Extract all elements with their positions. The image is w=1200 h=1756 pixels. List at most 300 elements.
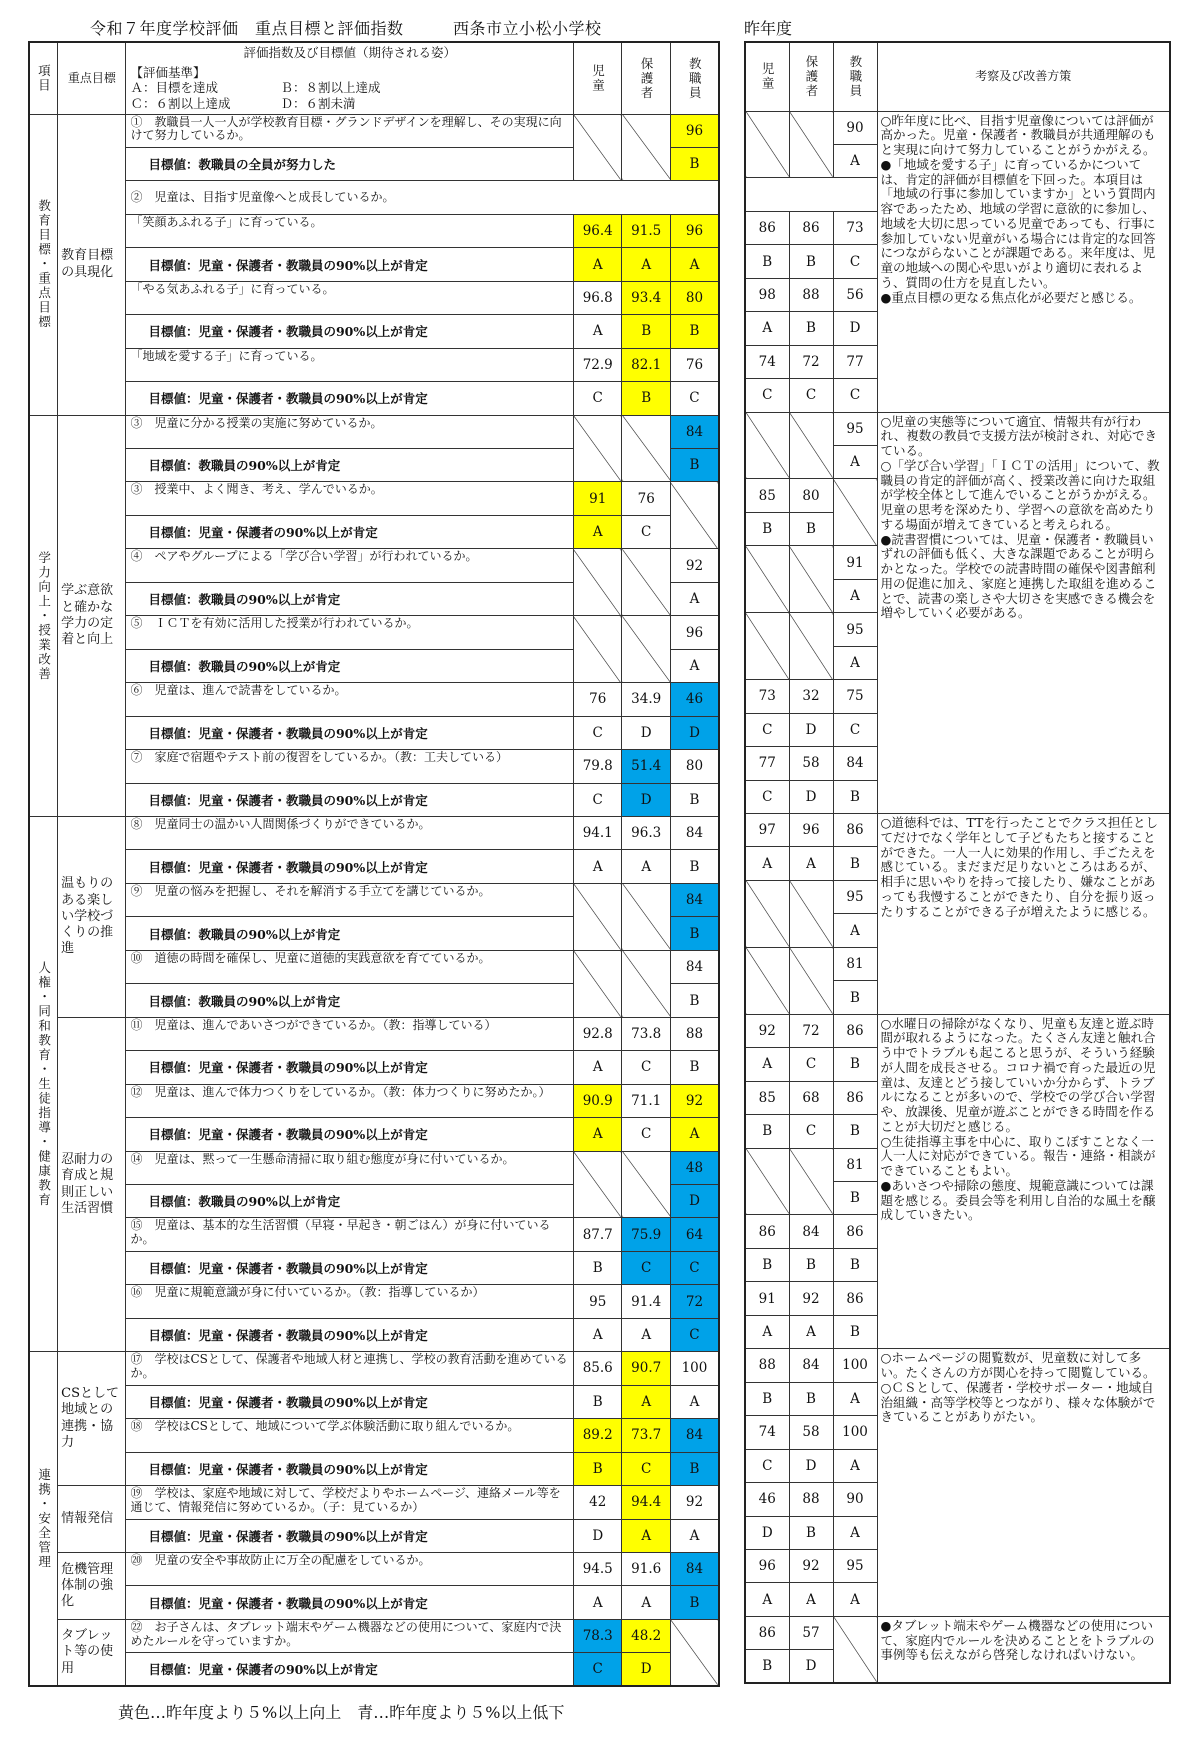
remark-text: ●重点目標の更なる焦点化が必要だと感じる。 — [880, 289, 1142, 305]
grade-cell: C — [573, 382, 621, 415]
table-row — [29, 281, 719, 314]
prev-grade-cell: A — [833, 1382, 877, 1415]
grade-cell: A — [622, 1586, 670, 1619]
prev-grade-cell: B — [789, 245, 833, 278]
prev-score-cell: 96 — [789, 814, 833, 847]
indicator-text: ⑫ 児童は、進んで体力つくりをしているか。（教：体力つくりに努めたか。） — [126, 1084, 574, 1117]
indicator-text: 「笑顔あふれる子」に育っている。 — [126, 214, 574, 247]
indicator-text: ⑧ 児童同士の温かい人間関係づくりができているか。 — [126, 817, 574, 850]
target-text: 目標値：児童・保護者・教職員の90%以上が肯定 — [126, 1452, 574, 1485]
criteria-title: 【評価基準】 — [130, 64, 206, 80]
prev-score-cell: 88 — [789, 1483, 833, 1516]
score-cell: 48.2 — [622, 1619, 670, 1652]
prev-score-cell: 57 — [789, 1616, 833, 1649]
prev-score-cell: 95 — [833, 1549, 877, 1582]
target-text: 目標値：児童・保護者・教職員の90%以上が肯定 — [126, 1519, 574, 1552]
prev-grade-cell: B — [745, 1115, 789, 1148]
score-cell: 75.9 — [622, 1218, 670, 1251]
col-remarks-header: 考察及び改善方策 — [877, 42, 1170, 111]
page-title: 令和７年度学校評価 重点目標と評価指数 西条市立小松小学校 — [90, 19, 602, 38]
score-cell: 71.1 — [622, 1084, 670, 1117]
prev-col-staff-label: 教職員 — [847, 55, 863, 99]
grade-cell: A — [622, 248, 670, 281]
prev-na-cell — [789, 880, 833, 947]
prev-grade-cell: C — [789, 379, 833, 412]
prev-year-table — [744, 41, 1171, 1684]
na-cell — [573, 415, 621, 482]
target-text: 目標値：児童・保護者・教職員の90%以上が肯定 — [126, 716, 574, 749]
section-label: 連携・安全管理 — [36, 1468, 52, 1570]
indicator-text: ① 教職員一人一人が学校教育目標・グランドデザインを理解し、その実現に向けて努力しているか。 — [126, 114, 574, 147]
prev-grade-cell: C — [833, 713, 877, 746]
col-indicator-header — [126, 42, 574, 114]
prev-score-cell: 73 — [745, 680, 789, 713]
table-row — [29, 415, 719, 448]
col-staff-label: 教職員 — [687, 56, 703, 100]
prev-col-staff-header — [833, 42, 877, 111]
table-row — [29, 181, 719, 214]
table-row — [29, 616, 719, 649]
remark-text: ●「地域を愛する子」に育っているかについては、肯定的評価が目標値を下回った。本項目は「地域の行事に参加していますか」という質問内容であったため、地域の学習に意欲的に参加し、地域を大切に思っている児童であっても、行事に参加していない児童がいる場合には肯定的な回答につながらないことが課題である。来年度は、児童の地域への関心や思いがより適切に表れるよう、質問の仕方を見直したい。 — [880, 156, 1156, 290]
grade-cell: D — [670, 716, 719, 749]
table-row — [29, 783, 719, 816]
prev-score-cell: 90 — [833, 111, 877, 144]
score-cell: 96.4 — [573, 214, 621, 247]
prev-grade-cell: A — [833, 646, 877, 679]
grade-cell: A — [573, 1118, 621, 1151]
col-child-header — [573, 42, 621, 114]
goal-cell: 学ぶ意欲と確かな学力の定着と向上 — [58, 415, 126, 816]
grade-cell: C — [622, 1251, 670, 1284]
score-cell: 91.4 — [622, 1285, 670, 1318]
prev-score-cell: 98 — [745, 278, 789, 311]
na-cell — [622, 1151, 670, 1218]
prev-score-cell: 91 — [745, 1282, 789, 1315]
remarks-cell — [877, 1349, 1170, 1617]
prev-empty-cell — [833, 178, 877, 211]
prev-score-cell: 81 — [833, 1148, 877, 1181]
grade-cell: A — [670, 248, 719, 281]
grade-cell: A — [670, 582, 719, 615]
score-cell: 84 — [670, 1419, 719, 1452]
prev-grade-cell: B — [745, 245, 789, 278]
table-row — [29, 382, 719, 415]
grade-cell: D — [670, 1185, 719, 1218]
table-row — [29, 1051, 719, 1084]
prev-grade-cell: A — [789, 1583, 833, 1616]
target-text: 目標値：児童・保護者・教職員の90%以上が肯定 — [126, 1118, 574, 1151]
target-text: 目標値：児童・保護者・教職員の90%以上が肯定 — [126, 783, 574, 816]
prev-na-cell — [789, 546, 833, 613]
prev-table-row — [745, 1616, 1170, 1649]
prev-col-child-label: 児童 — [760, 62, 776, 92]
score-cell: 46 — [670, 683, 719, 716]
prev-na-cell — [745, 613, 789, 680]
prev-na-cell — [745, 947, 789, 1014]
remark-text: ●読書習慣については、児童・保護者・教職員いずれの評価も低く、大きな課題であることが明らかとなった。学校での読書時間の確保や図書館利用の促進に加え、家庭と連携した取組を進めることで、読書の楽しさや大切さを実感できる機会を増やしていく必要がある。 — [880, 531, 1157, 621]
target-text: 目標値：児童・保護者・教職員の90%以上が肯定 — [126, 1251, 574, 1284]
remarks-cell — [877, 111, 1170, 412]
goal-cell: 温もりのある楽しい学校づくりの推進 — [58, 817, 126, 1018]
target-text: 目標値：児童・保護者・教職員の90%以上が肯定 — [126, 1318, 574, 1351]
prev-grade-cell: D — [789, 1449, 833, 1482]
prev-score-cell: 95 — [833, 412, 877, 445]
prev-grade-cell: A — [745, 1583, 789, 1616]
score-cell: 72 — [670, 1285, 719, 1318]
grade-cell: A — [573, 515, 621, 548]
grade-cell: A — [670, 1519, 719, 1552]
prev-score-cell: 95 — [833, 880, 877, 913]
prev-table-row — [745, 412, 1170, 445]
prev-grade-cell: B — [833, 780, 877, 813]
prev-score-cell: 86 — [833, 1014, 877, 1047]
prev-grade-cell: B — [789, 1248, 833, 1281]
prev-grade-cell: B — [789, 1382, 833, 1415]
score-cell: 91.5 — [622, 214, 670, 247]
prev-table-row — [745, 111, 1170, 144]
table-row — [29, 1151, 719, 1184]
score-cell: 93.4 — [622, 281, 670, 314]
grade-cell: C — [622, 1452, 670, 1485]
score-cell: 42 — [573, 1486, 621, 1519]
grade-cell: B — [670, 449, 719, 482]
score-cell: 89.2 — [573, 1419, 621, 1452]
grade-cell: B — [573, 1251, 621, 1284]
prev-grade-cell: A — [789, 1315, 833, 1348]
prev-grade-cell: A — [833, 914, 877, 947]
prev-score-cell: 95 — [833, 613, 877, 646]
score-cell: 94.5 — [573, 1552, 621, 1585]
score-cell: 76 — [670, 348, 719, 381]
prev-year-heading: 昨年度 — [744, 19, 793, 38]
prev-grade-cell: D — [789, 1650, 833, 1683]
score-cell: 51.4 — [622, 750, 670, 783]
score-cell: 92.8 — [573, 1017, 621, 1050]
prev-grade-cell: B — [833, 1315, 877, 1348]
score-cell: 80 — [670, 281, 719, 314]
grade-cell: D — [622, 783, 670, 816]
prev-score-cell: 32 — [789, 680, 833, 713]
indicator-text: ⑳ 児童の安全や事故防止に万全の配慮をしているか。 — [126, 1552, 574, 1585]
score-cell: 34.9 — [622, 683, 670, 716]
prev-grade-cell: D — [745, 1516, 789, 1549]
table-row — [29, 950, 719, 983]
grade-cell: C — [573, 716, 621, 749]
grade-cell: C — [573, 783, 621, 816]
prev-score-cell: 72 — [789, 345, 833, 378]
grade-cell: A — [573, 1586, 621, 1619]
remarks-cell — [877, 1014, 1170, 1349]
target-text: 目標値：児童・保護者・教職員の90%以上が肯定 — [126, 1586, 574, 1619]
grade-cell: C — [573, 1653, 621, 1686]
grade-cell: B — [670, 850, 719, 883]
prev-score-cell: 74 — [745, 1416, 789, 1449]
score-cell: 92 — [670, 549, 719, 582]
score-cell: 84 — [670, 415, 719, 448]
prev-grade-cell: D — [789, 780, 833, 813]
table-row — [29, 1486, 719, 1519]
score-cell: 73.8 — [622, 1017, 670, 1050]
table-row — [29, 315, 719, 348]
prev-grade-cell: C — [745, 379, 789, 412]
prev-grade-cell: A — [833, 446, 877, 479]
prev-score-cell: 92 — [789, 1282, 833, 1315]
prev-score-cell: 80 — [789, 479, 833, 512]
remark-text: ○水曜日の掃除がなくなり、児童も友達と遊ぶ時間が取れるようになった。たくさん友達と触れ合う中でトラブルも起こると思うが、そういう経験が人間を成長させる。コロナ禍で育った最近の児童は、友達とどう接していいか分からず、トラブルになることが多いので、学校での学び合い学習や、放課後、児童が遊ぶことができる時間を作ることが大切だと感じる。 — [880, 1015, 1156, 1134]
score-cell: 79.8 — [573, 750, 621, 783]
goal-cell: 忍耐力の育成と規則正しい生活習慣 — [58, 1017, 126, 1352]
indicator-text: ⑤ ＩＣＴを有効に活用した授業が行われているか。 — [126, 616, 574, 649]
prev-na-cell — [789, 947, 833, 1014]
goal-cell: CSとして地域との連携・協力 — [58, 1352, 126, 1486]
prev-score-cell: 86 — [745, 1616, 789, 1649]
prev-grade-cell: C — [833, 379, 877, 412]
grade-cell: B — [670, 315, 719, 348]
score-cell: 96.3 — [622, 817, 670, 850]
score-cell: 73.7 — [622, 1419, 670, 1452]
prev-grade-cell: A — [745, 1048, 789, 1081]
grade-cell: A — [573, 315, 621, 348]
score-cell: 100 — [670, 1352, 719, 1385]
table-row — [29, 1385, 719, 1418]
target-text: 目標値：教職員の90%以上が肯定 — [126, 449, 574, 482]
prev-grade-cell: A — [789, 847, 833, 880]
col-item-label: 項目 — [36, 63, 52, 93]
remark-text: ●あいさつや掃除の態度、規範意識については課題を感じる。委員会等を利用し自治的な風土を醸成していきたい。 — [880, 1177, 1156, 1223]
grade-cell: C — [670, 382, 719, 415]
grade-cell: D — [622, 1653, 670, 1686]
prev-na-cell — [745, 880, 789, 947]
table-row — [29, 348, 719, 381]
grade-cell: D — [573, 1519, 621, 1552]
indicator-text: ⑮ 児童は、基本的な生活習慣（早寝・早起き・朝ごはん）が身に付いているか。 — [126, 1218, 574, 1251]
goal-cell: 教育目標の具現化 — [58, 114, 126, 415]
score-cell: 64 — [670, 1218, 719, 1251]
prev-grade-cell: B — [745, 1382, 789, 1415]
indicator-text: ㉒ お子さんは、タブレット端末やゲーム機器などの使用について、家庭内で決めたルールを守っていますか。 — [126, 1619, 574, 1652]
criteria-item: Ｄ：６割未満 — [280, 95, 356, 111]
table-row — [29, 683, 719, 716]
col-parent-label: 保護者 — [639, 56, 655, 100]
target-text: 目標値：教職員の90%以上が肯定 — [126, 649, 574, 682]
target-text: 目標値：教職員の90%以上が肯定 — [126, 1185, 574, 1218]
score-cell: 92 — [670, 1486, 719, 1519]
grade-cell: C — [670, 1251, 719, 1284]
prev-na-cell — [789, 613, 833, 680]
criteria-item: Ｃ：６割以上達成 — [130, 95, 231, 111]
na-cell — [622, 883, 670, 950]
prev-score-cell: 100 — [833, 1416, 877, 1449]
target-text: 目標値：児童・保護者の90%以上が肯定 — [126, 515, 574, 548]
na-cell — [573, 114, 621, 181]
table-row — [29, 1352, 719, 1385]
indicator-text: ⑥ 児童は、進んで読書をしているか。 — [126, 683, 574, 716]
prev-grade-cell: B — [745, 1650, 789, 1683]
table-row — [29, 1285, 719, 1318]
table-row — [29, 549, 719, 582]
target-text: 目標値：児童・保護者・教職員の90%以上が肯定 — [126, 248, 574, 281]
table-row — [29, 1118, 719, 1151]
prev-empty-cell — [745, 178, 789, 211]
col-staff-header — [670, 42, 719, 114]
prev-grade-cell: A — [833, 579, 877, 612]
prev-grade-cell: D — [833, 312, 877, 345]
section-label: 学力向上・授業改善 — [36, 550, 52, 682]
remark-text: ○生徒指導主事を中心に、取りこぼすことなく一人一人に対応ができている。報告・連絡・相談ができていることもよい。 — [880, 1133, 1156, 1179]
col-child-label: 児童 — [590, 63, 606, 93]
remark-text: ○「学び合い学習」「ＩＣＴの活用」について、教職員の肯定的評価が高く、授業改善に向けた取組が学校全体として進んでいることがうかがえる。児童の思考を深めたり、学習への意欲を高めたりする場面が増えてきていると考えられる。 — [880, 457, 1160, 532]
prev-score-cell: 86 — [833, 1081, 877, 1114]
prev-na-cell — [745, 412, 789, 479]
na-cell — [670, 482, 719, 549]
indicator-text: ⑭ 児童は、黙って一生懸命清掃に取り組む態度が身に付いているか。 — [126, 1151, 574, 1184]
table-row — [29, 1619, 719, 1652]
na-cell — [670, 1619, 719, 1686]
target-text: 目標値：児童・保護者・教職員の90%以上が肯定 — [126, 850, 574, 883]
prev-grade-cell: B — [745, 512, 789, 545]
prev-score-cell: 84 — [789, 1215, 833, 1248]
target-text: 目標値：教職員の90%以上が肯定 — [126, 582, 574, 615]
prev-col-parent-label: 保護者 — [803, 55, 819, 99]
score-cell: 84 — [670, 817, 719, 850]
target-text: 目標値：教職員の90%以上が肯定 — [126, 984, 574, 1017]
indicator-text: ⑱ 学校はCSとして、地域について学ぶ体験活動に取り組んでいるか。 — [126, 1419, 574, 1452]
table-row — [29, 515, 719, 548]
score-cell: 72.9 — [573, 348, 621, 381]
table-row — [29, 817, 719, 850]
grade-cell: B — [622, 315, 670, 348]
prev-col-child-header — [745, 42, 789, 111]
na-cell — [573, 549, 621, 616]
prev-score-cell: 58 — [789, 747, 833, 780]
score-cell: 95 — [573, 1285, 621, 1318]
prev-score-cell: 72 — [789, 1014, 833, 1047]
prev-score-cell: 75 — [833, 680, 877, 713]
prev-score-cell: 97 — [745, 814, 789, 847]
prev-na-cell — [833, 1616, 877, 1683]
prev-score-cell: 86 — [745, 211, 789, 244]
table-row — [29, 750, 719, 783]
target-text: 目標値：児童・保護者・教職員の90%以上が肯定 — [126, 1385, 574, 1418]
remark-text: ○ＣＳとして、保護者・学校サポーター・地域自治組織・高等学校等とつながり、様々な体験ができていることがありがたい。 — [880, 1379, 1156, 1425]
grade-cell: B — [573, 1452, 621, 1485]
grade-cell: C — [670, 1318, 719, 1351]
na-cell — [573, 1151, 621, 1218]
col-goal-header: 重点目標 — [58, 42, 126, 114]
prev-grade-cell: A — [833, 1516, 877, 1549]
indicator-text: 「やる気あふれる子」に育っている。 — [126, 281, 574, 314]
prev-grade-cell: C — [789, 1115, 833, 1148]
table-row — [29, 1452, 719, 1485]
table-row — [29, 1552, 719, 1585]
grade-cell: D — [622, 716, 670, 749]
remark-text: ○昨年度に比べ、目指す児童像については評価が高かった。児童・保護者・教職員が共通理解のもと実現に向けて努力していることがうかがえる。 — [880, 112, 1156, 157]
criteria-item: Ｂ：８割以上達成 — [280, 80, 381, 96]
grade-cell: A — [573, 248, 621, 281]
grade-cell: B — [670, 783, 719, 816]
na-cell — [622, 549, 670, 616]
remark-text: ●タブレット端末やゲーム機器などの使用について、家庭内でルールを決めることとをトラブルの事例等も伝えながら啓発しなければいけない。 — [880, 1617, 1155, 1663]
grade-cell: A — [573, 1318, 621, 1351]
prev-na-cell — [789, 111, 833, 178]
prev-grade-cell: C — [789, 1048, 833, 1081]
goal-cell: 情報発信 — [58, 1486, 126, 1553]
table-row — [29, 850, 719, 883]
score-cell: 82.1 — [622, 348, 670, 381]
remarks-cell — [877, 1616, 1170, 1683]
score-cell: 91 — [573, 482, 621, 515]
prev-score-cell: 86 — [833, 1282, 877, 1315]
indicator-text: ⑲ 学校は、家庭や地域に対して、学校だよりやホームページ、連絡メール等を通じて、情報発信に努めているか。（子：見ているか） — [126, 1486, 574, 1519]
indicator-text: ⑰ 学校はCSとして、保護者や地域人材と連携し、学校の教育活動を進めているか。 — [126, 1352, 574, 1385]
grade-cell: C — [622, 515, 670, 548]
indicator-header: ② 児童は、目指す児童像へと成長しているか。 — [126, 181, 719, 214]
prev-grade-cell: B — [789, 1516, 833, 1549]
target-text: 目標値：教職員の全員が努力した — [126, 147, 574, 180]
score-cell: 96 — [670, 214, 719, 247]
score-cell: 90.7 — [622, 1352, 670, 1385]
indicator-text: ⑨ 児童の悩みを把握し、それを解消する手立てを講じているか。 — [126, 883, 574, 916]
grade-cell: B — [670, 1586, 719, 1619]
prev-score-cell: 73 — [833, 211, 877, 244]
score-cell: 84 — [670, 1552, 719, 1585]
score-cell: 96.8 — [573, 281, 621, 314]
grade-cell: B — [670, 917, 719, 950]
prev-table-row — [745, 814, 1170, 847]
grade-cell: A — [670, 649, 719, 682]
prev-grade-cell: B — [833, 1048, 877, 1081]
prev-na-cell — [833, 479, 877, 546]
prev-na-cell — [789, 1148, 833, 1215]
prev-grade-cell: B — [833, 981, 877, 1014]
score-cell: 76 — [573, 683, 621, 716]
goal-cell: タブレット等の使用 — [58, 1619, 126, 1686]
goal-cell: 危機管理体制の強化 — [58, 1552, 126, 1619]
table-row — [29, 1519, 719, 1552]
grade-cell: A — [622, 1385, 670, 1418]
col-parent-header — [622, 42, 670, 114]
grade-cell: A — [670, 1385, 719, 1418]
prev-na-cell — [745, 546, 789, 613]
prev-grade-cell: B — [833, 1248, 877, 1281]
grade-cell: A — [622, 850, 670, 883]
prev-col-parent-header — [789, 42, 833, 111]
na-cell — [622, 950, 670, 1017]
prev-grade-cell: A — [745, 847, 789, 880]
remark-text: ○ホームページの閲覧数が、児童数に対して多い。たくさんの方が関心を持って閲覧している。 — [880, 1350, 1156, 1381]
prev-score-cell: 81 — [833, 947, 877, 980]
prev-score-cell: 100 — [833, 1349, 877, 1382]
target-text: 目標値：教職員の90%以上が肯定 — [126, 917, 574, 950]
grade-cell: B — [670, 984, 719, 1017]
indicator-text: ③ 授業中、よく聞き、考え、学んでいるか。 — [126, 482, 574, 515]
indicator-text: ⑯ 児童に規範意識が身に付いているか。（教：指導しているか） — [126, 1285, 574, 1318]
prev-score-cell: 58 — [789, 1416, 833, 1449]
target-text: 目標値：児童・保護者の90%以上が肯定 — [126, 1653, 574, 1686]
table-row — [29, 1419, 719, 1452]
table-row — [29, 716, 719, 749]
prev-grade-cell: D — [789, 713, 833, 746]
score-cell: 94.1 — [573, 817, 621, 850]
grade-cell: A — [573, 850, 621, 883]
table-row — [29, 1218, 719, 1251]
section-label-cell — [29, 1352, 58, 1687]
score-cell: 80 — [670, 750, 719, 783]
score-cell: 91.6 — [622, 1552, 670, 1585]
prev-score-cell: 86 — [745, 1215, 789, 1248]
remarks-cell — [877, 814, 1170, 1015]
score-cell: 96 — [670, 616, 719, 649]
